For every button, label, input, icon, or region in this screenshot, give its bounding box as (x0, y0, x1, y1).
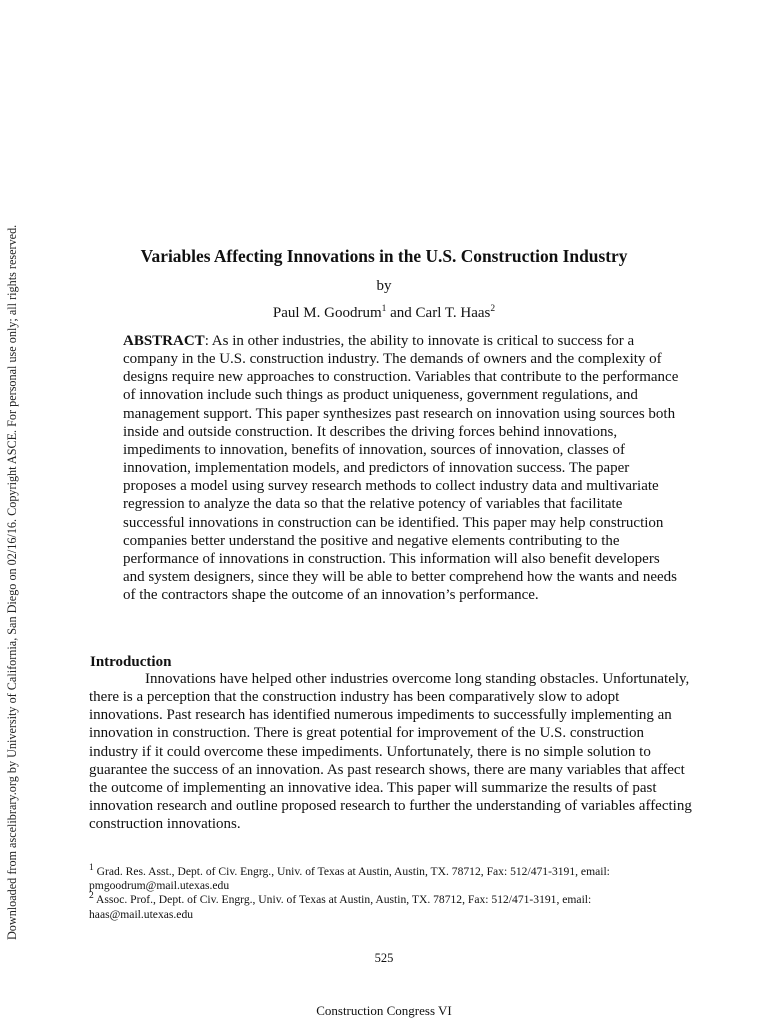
abstract-label: ABSTRACT (123, 333, 205, 349)
author-footnote-mark-1: 1 (381, 304, 387, 314)
footnote-1 (89, 865, 691, 893)
author-connector: and (386, 305, 416, 321)
introduction-heading: Introduction (90, 654, 172, 670)
footnote-2 (89, 893, 691, 921)
abstract-paragraph (123, 332, 683, 604)
author-name-2: Carl T. Haas (415, 305, 491, 321)
abstract-text: : As in other industries, the ability to innovate is critical to success for a company in the U.S. construction industry. The demands of owners and the complexity of designs require new approaches to construction. Variables that contribute to the performance of innovation include such things as product uniqueness, government regulations, and management support. This paper synthesizes past research on innovation using sources both inside and outside construction. It describes the driving forces behind innovations, impediments to innovation, benefits of innovation, sources of innovation, classes of innovation, implementation models, and predictors of innovation success. The paper proposes a model using survey research methods to collect industry data and multivariate regression to analyze the data so that the relative potency of variables that facilitate successful innovations in construction can be identified. This paper may help construction companies better understand the positive and negative elements contributing to the performance of innovations in construction. This information will also benefit developers and system designers, since they will be able to better comprehend how the wants and needs of the contractors shape the outcome of an innovation’s performance. (123, 333, 679, 604)
by-line: by (376, 278, 392, 294)
footnotes (89, 865, 691, 922)
paper-title: Variables Affecting Innovations in the U.S. Construction Industry (140, 246, 628, 266)
author-name-1: Paul M. Goodrum (272, 305, 382, 321)
footnote-text-1: Grad. Res. Asst., Dept. of Civ. Engrg., Univ. of Texas at Austin, Austin, TX. 78712, Fax: 512/471-3191, email: pmgoodrum@mail.utexas.edu (89, 865, 610, 893)
footnote-mark-2: 2 (89, 891, 94, 902)
introduction-text: Innovations have helped other industries overcome long standing obstacles. Unfortunately, there is a perception that the construction industry has been comparatively slow to adopt innovations. Past research has identified numerous impediments to successfully implementing an innovation in construction. There is great potential for improvement of the U.S. construction industry if it could overcome these impediments. Unfortunately, there is no simple solution to guarantee the success of an innovation. As past research shows, there are many variables that affect the outcome of implementing an innovative idea. This paper will summarize the results of past innovation research and outline proposed research to further the understanding of variables affecting construction innovations. (89, 671, 692, 833)
introduction-paragraph (89, 670, 692, 833)
page-number: 525 (374, 951, 394, 965)
footnote-mark-1: 1 (89, 863, 94, 874)
author-line (0, 303, 768, 323)
footnote-text-2: Assoc. Prof., Dept. of Civ. Engrg., Univ. of Texas at Austin, Austin, TX. 78712, Fax: 512/471-3191, email: haas@mail.utexas.edu (89, 893, 592, 921)
running-footer: Construction Congress VI (316, 1003, 452, 1018)
download-notice: Downloaded from ascelibrary.org by University of California, San Diego on 02/16/16. Copyright ASCE. For personal use only; all rights reserved. (5, 224, 19, 940)
author-footnote-mark-2: 2 (490, 304, 496, 314)
